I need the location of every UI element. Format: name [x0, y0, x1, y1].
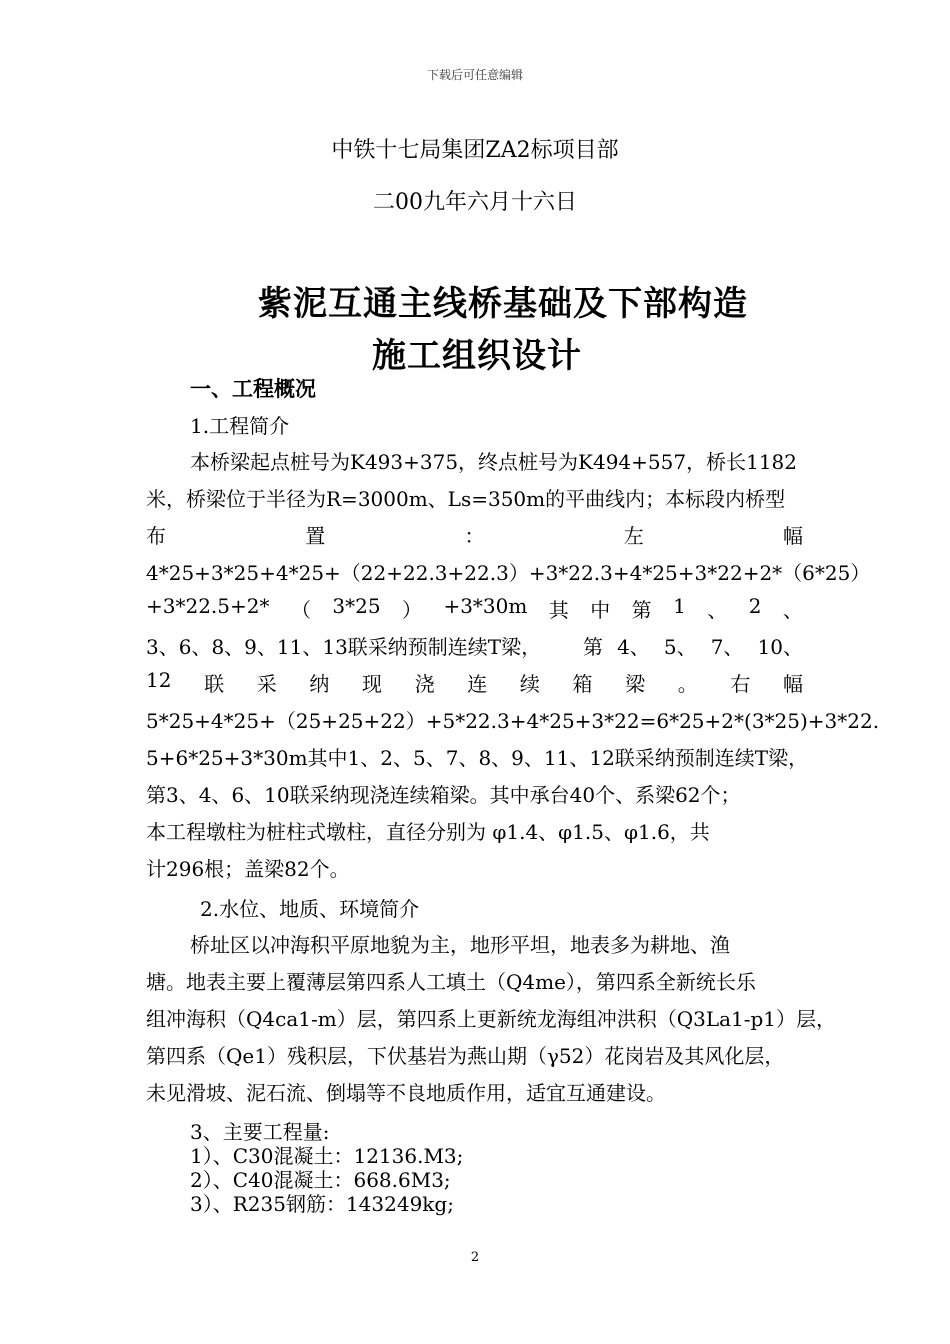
word: 中	[590, 598, 611, 622]
subsection-heading: 2.水位、地质、环境简介	[200, 897, 420, 921]
word: 续	[519, 672, 540, 696]
paragraph-line-justified	[583, 631, 803, 660]
word: 7、	[710, 635, 744, 659]
paragraph-line: 5*25+4*25+（25+25+22）+5*22.3+4*25+3*22=6*25+2*(3*25)+3*22.	[146, 709, 880, 733]
word: 梁	[625, 672, 646, 696]
paragraph-line: 计296根；盖梁82个。	[146, 857, 350, 881]
paragraph-line: 第3、4、6、10联采纳现浇连续箱梁。其中承台40个、系梁62个；	[146, 783, 741, 807]
word: 第	[583, 635, 603, 659]
word: 现	[361, 672, 382, 696]
paragraph-line: 3、6、8、9、11、13联采纳预制连续T梁，	[146, 635, 542, 659]
paragraph-line: 桥址区以冲海积平原地貌为主，地形平坦，地表多为耕地、渔	[190, 933, 730, 957]
paragraph-line-justified	[146, 594, 803, 623]
paragraph-line: 未见滑坡、泥石流、倒塌等不良地质作用，适宜互通建设。	[146, 1081, 666, 1105]
paragraph-line: 第四系（Qe1）残积层，下伏基岩为燕山期（γ52）花岗岩及其风化层，	[146, 1044, 785, 1068]
word: 联	[204, 672, 225, 696]
paragraph-line-justified	[146, 520, 803, 549]
page-header: 下载后可任意编辑	[426, 68, 523, 82]
word: 左	[623, 524, 644, 548]
word: （	[290, 598, 311, 622]
word: ）	[402, 598, 422, 622]
word: ：	[464, 524, 485, 548]
quantity-item: 1）、C30混凝土：12136.M3;	[190, 1144, 464, 1168]
word: 1	[673, 594, 686, 618]
subsection-heading: 3、主要工程量:	[190, 1120, 330, 1144]
quantity-item: 2）、C40混凝土：668.6M3;	[190, 1168, 451, 1192]
organization-name: 中铁十七局集团ZA2标项目部	[331, 138, 619, 163]
word: 置	[305, 524, 326, 548]
word: 采	[256, 672, 277, 696]
document-title-line2: 施工组织设计	[372, 336, 582, 376]
subsection-heading: 1.工程简介	[190, 414, 290, 438]
paragraph-line: 米，桥梁位于半径为R=3000m、Ls=350m的平曲线内；本标段内桥型	[146, 487, 786, 511]
paragraph-line: 塘。地表主要上覆薄层第四系人工填土（Q4me），第四系全新统长乐	[146, 970, 756, 994]
word: 浇	[414, 672, 435, 696]
word: +3*22.5+2*	[146, 594, 270, 618]
word: 、	[782, 598, 803, 622]
word: 箱	[572, 672, 593, 696]
paragraph-line: 4*25+3*25+4*25+（22+22.3+22.3）+3*22.3+4*25+3*22+2*（6*25）	[146, 561, 871, 585]
word: 4、	[617, 635, 650, 659]
paragraph-line: 本桥梁起点桩号为K493+375，终点桩号为K494+557，桥长1182	[190, 450, 797, 474]
word: 连	[467, 672, 488, 696]
word: 10、	[757, 635, 803, 659]
paragraph-line: 5+6*25+3*30m其中1、2、5、7、8、9、11、12联采纳预制连续T梁，	[146, 746, 809, 770]
word: 5、	[663, 635, 697, 659]
quantity-item: 3）、R235钢筋：143249kg;	[190, 1192, 454, 1216]
section-heading: 一、工程概况	[190, 376, 316, 401]
word: 其	[548, 598, 569, 622]
paragraph-line: 组冲海积（Q4ca1-m）层，第四系上更新统龙海组冲洪积（Q3La1-p1）层，	[146, 1007, 837, 1031]
document-title-line1: 紫泥互通主线桥基础及下部构造	[258, 284, 748, 324]
document-date: 二00九年六月十六日	[373, 190, 577, 215]
word: +3*30m	[443, 594, 528, 618]
word: 、	[707, 598, 728, 622]
word: 2	[748, 594, 762, 618]
word: 第	[631, 598, 652, 622]
page-number: 2	[470, 1250, 480, 1265]
paragraph-line: 本工程墩柱为桩柱式墩柱，直径分别为 φ1.4、φ1.5、φ1.6，共	[146, 820, 710, 844]
word: 3*25	[332, 594, 381, 618]
word: 幅	[783, 524, 803, 548]
word: 纳	[309, 672, 330, 696]
word: 布	[146, 524, 166, 548]
paragraph-line-justified	[146, 668, 803, 697]
word: 12	[146, 668, 172, 692]
word: 右	[730, 672, 751, 696]
word: 幅	[782, 672, 803, 696]
word: 。	[677, 672, 698, 696]
